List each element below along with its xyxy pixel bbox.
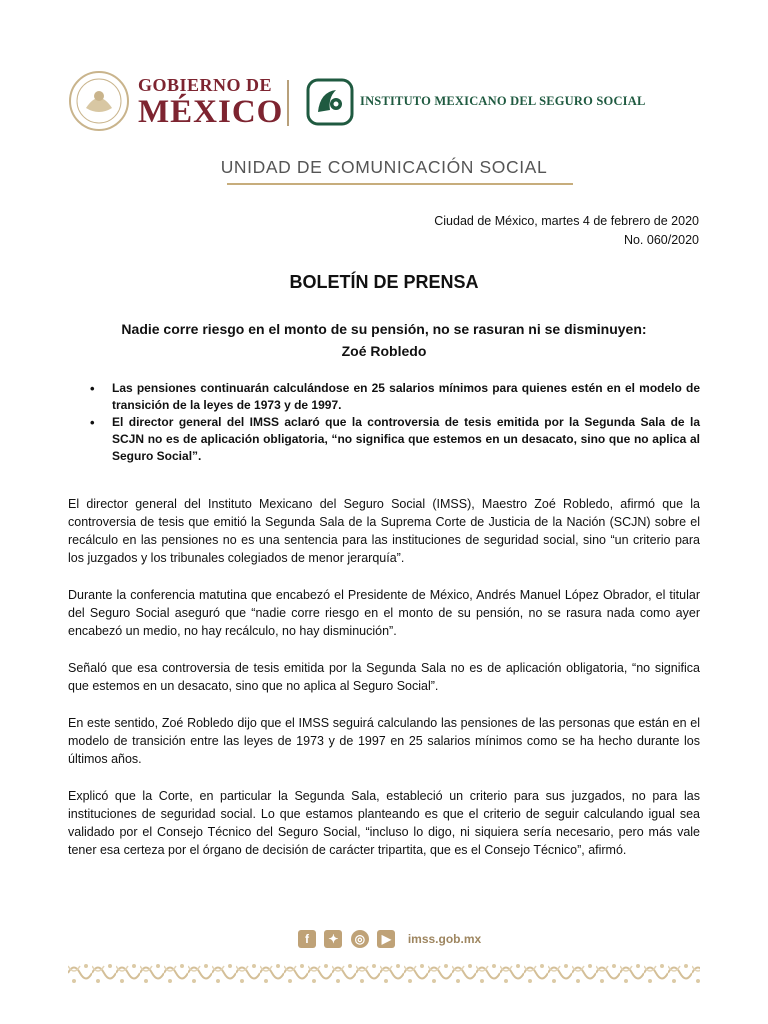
twitter-icon[interactable]: ✦: [324, 930, 342, 948]
paragraph: En este sentido, Zoé Robledo dijo que el IMSS seguirá calculando las pensiones de las personas que están en el modelo de transición entre las leyes de 1973 y de 1997 en 25 salarios mínimos como se ha hecho durante los últimos años.: [68, 716, 700, 766]
footer-social: [298, 930, 481, 950]
bulletin-number: No. 060/2020: [623, 233, 699, 247]
bulletin-meta: [434, 212, 699, 250]
paragraph: Explicó que la Corte, en particular la Segunda Sala, estableció un criterio para sus juzgados, no para las instituciones de seguridad social. Lo que estamos planteando es que el criterio de seguir calculando igual sea validado por el Consejo Técnico del Seguro Social, “incluso lo digo, ni siquiera sería necesario, pero más vale tener esa certeza por el órgano de decisión de carácter tripartita, que es el Consejo Técnico”, afirmó.: [68, 789, 700, 857]
bullet-item: • Las pensiones continuarán calculándose en 25 salarios mínimos para quienes estén en el modelo de transición de la leyes de 1973 y de 1997.: [88, 380, 700, 414]
gobierno-line2: MÉXICO: [138, 94, 284, 130]
unit-underline: [227, 183, 573, 185]
place-date: Ciudad de México, martes 4 de febrero de 2020: [434, 214, 699, 228]
youtube-icon[interactable]: ▶: [377, 930, 395, 948]
headline: Nadie corre riesgo en el monto de su pensión, no se rasuran ni se disminuyen: Zoé Robledo: [121, 321, 647, 359]
national-seal-icon: [68, 70, 130, 132]
imss-logo-icon: [306, 78, 354, 126]
website-link[interactable]: imss.gob.mx: [407, 932, 482, 946]
paragraph: El director general del Instituto Mexicano del Seguro Social (IMSS), Maestro Zoé Robledo, afirmó que la controversia de tesis que emitió la Segunda Sala de la Suprema Corte de Justicia de la Nación (SCJN) sobre el recálculo en las pensiones no es una sentencia para las instituciones de seguridad social, sino “un criterio para los juzgados y los tribunales colegiados de menor jerarquía”.: [68, 497, 700, 565]
institute-name: INSTITUTO MEXICANO DEL SEGURO SOCIAL: [360, 94, 646, 108]
paragraph: Señaló que esa controversia de tesis emitida por la Segunda Sala no es de aplicación obligatoria, “no significa que estemos en un desacato, sino que no aplica al Seguro Social”.: [68, 661, 700, 693]
letterhead: [62, 62, 682, 138]
decorative-border-pattern: [68, 960, 700, 986]
instagram-icon[interactable]: ◎: [351, 930, 369, 948]
gobierno-line1: GOBIERNO DE: [138, 75, 273, 95]
paragraph: Durante la conferencia matutina que encabezó el Presidente de México, Andrés Manuel López Obrador, el titular del Seguro Social aseguró que “nadie corre riesgo en el monto de su pensión, no se rasura nada como ayer encabezó un medio, no hay recálculo, no hay disminución”.: [68, 588, 700, 638]
unit-title: UNIDAD DE COMUNICACIÓN SOCIAL: [220, 157, 548, 177]
article-body: [68, 495, 700, 878]
logo-divider: [287, 80, 289, 126]
summary-bullets: [88, 380, 700, 465]
facebook-icon[interactable]: f: [298, 930, 316, 948]
page-title: BOLETÍN DE PRENSA: [289, 272, 479, 292]
gobierno-de-mexico-logo: [138, 76, 283, 129]
bullet-item: • El director general del IMSS aclaró que la controversia de tesis emitida por la Segunda Sala de la SCJN no es de aplicación obligatoria, “no significa que estemos en un desacato, sino que no aplica al Seguro Social”.: [88, 414, 700, 465]
